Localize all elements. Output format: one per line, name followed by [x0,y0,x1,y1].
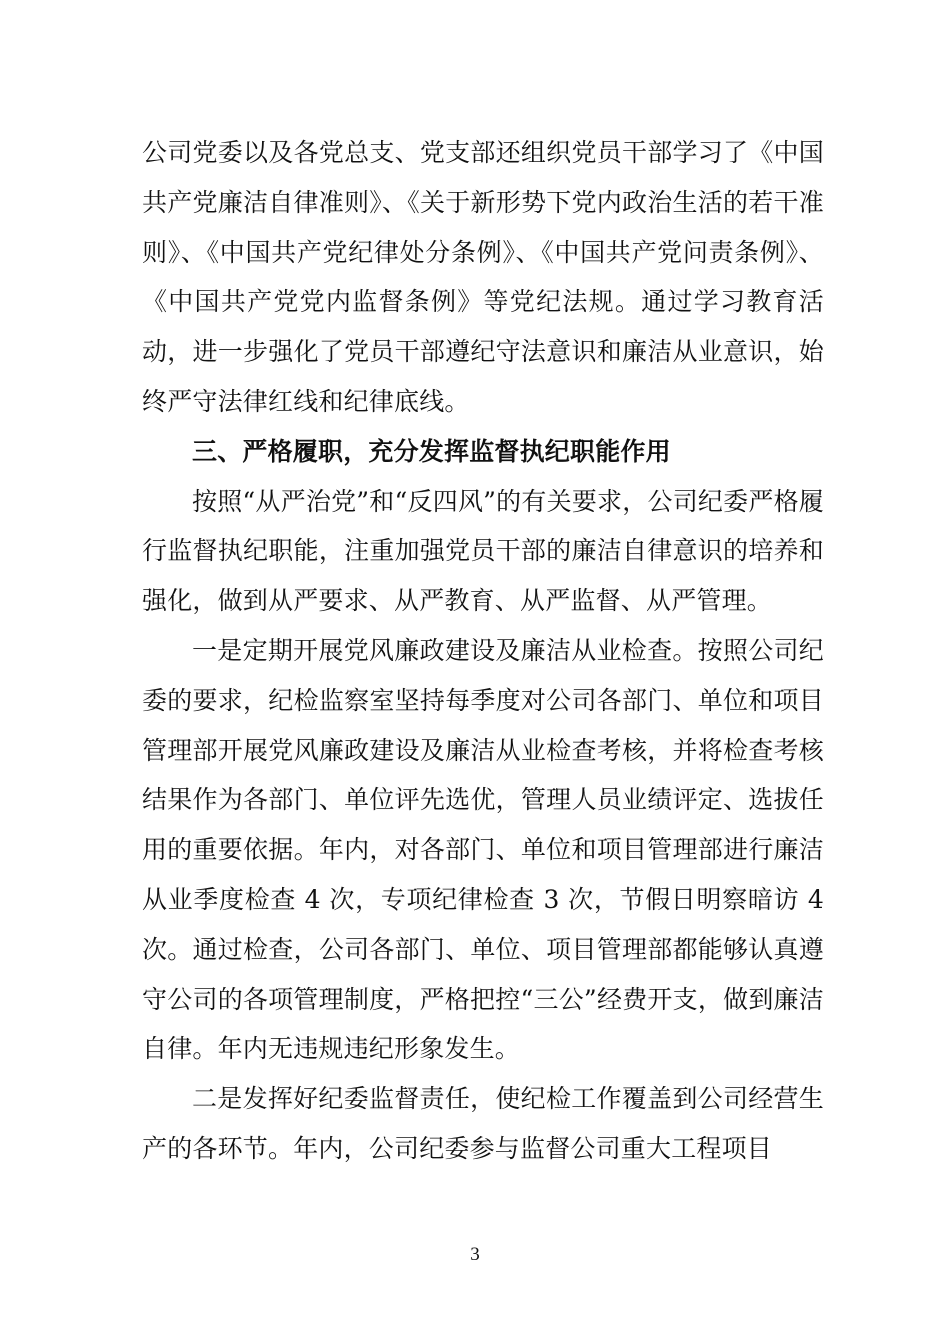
paragraph-study-regulations: 公司党委以及各党总支、党支部还组织党员干部学习了《中国共产党廉洁自律准则》、《关于新形势下党内政治生活的若干准则》、《中国共产党纪律处分条例》、《中国共产党问责条例》、《中国共产党党内监督条例》等党纪法规。通过学习教育活动，进一步强化了党员干部遵纪守法意识和廉洁从业意识，始终严守法律红线和纪律底线。 [142,138,824,416]
page-number: 3 [470,1244,480,1265]
paragraph-regular-inspections: 一是定期开展党风廉政建设及廉洁从业检查。按照公司纪委的要求，纪检监察室坚持每季度对公司各部门、单位和项目管理部开展党风廉政建设及廉洁从业检查考核，并将检查考核结果作为各部门、单位评先选优，管理人员业绩评定、选拔任用的重要依据。年内，对各部门、单位和项目管理部进行廉洁从业季度检查 4 次，专项纪律检查 3 次，节假日明察暗访 4 次。通过检查，公司各部门、单位、项目管理部都能够认真遵守公司的各项管理制度，严格把控“三公”经费开支，做到廉洁自律。年内无违规违纪形象发生。 [142,635,824,1064]
document-body [142,128,824,1174]
section-heading: 三、严格履职，充分发挥监督执纪职能作用 [192,436,671,466]
paragraph-supervision-duty: 二是发挥好纪委监督责任，使纪检工作覆盖到公司经营生产的各环节。年内，公司纪委参与监督公司重大工程项目 [142,1084,824,1163]
paragraph-strict-requirements: 按照“从严治党”和“反四风”的有关要求，公司纪委严格履行监督执纪职能，注重加强党员干部的廉洁自律意识的培养和强化，做到从严要求、从严教育、从严监督、从严管理。 [142,486,824,616]
